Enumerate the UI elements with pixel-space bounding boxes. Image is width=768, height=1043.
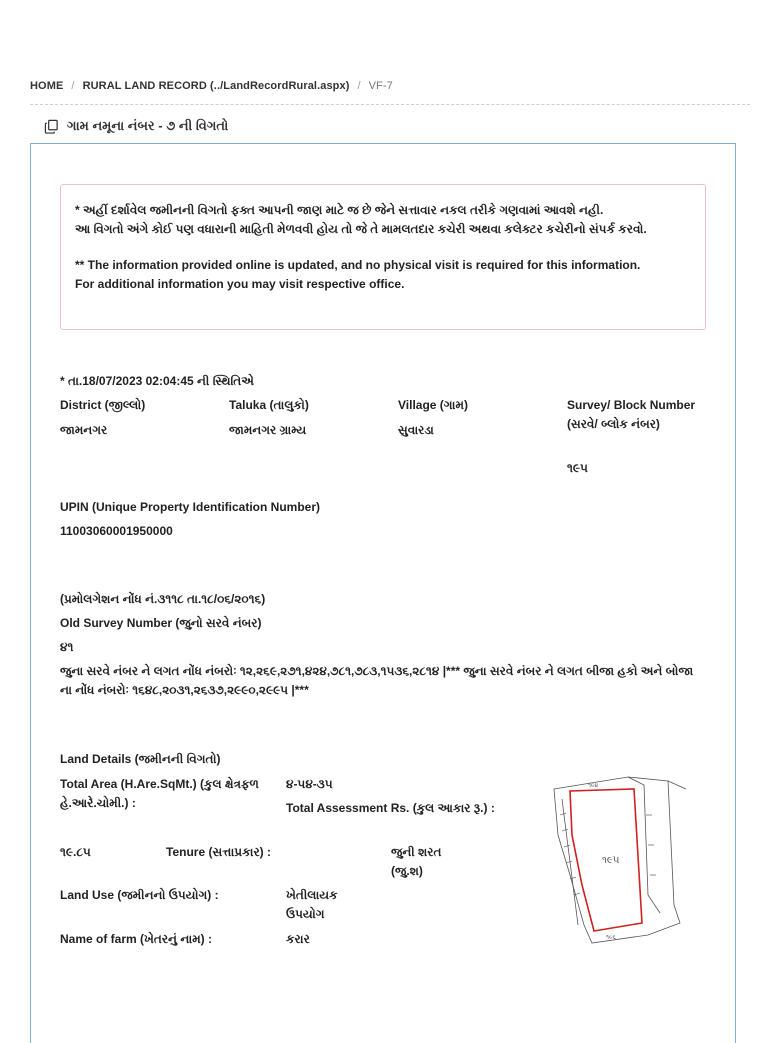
notice-box bbox=[60, 184, 706, 330]
map-plot-label: ૧૯૫ bbox=[602, 855, 620, 866]
land-use-value: ખેતીલાયક ઉપયોગ bbox=[286, 888, 338, 921]
farm-name-label: Name of farm (ખેતરનું નામ) : bbox=[60, 932, 212, 946]
survey-number-value: ૧૯૫ bbox=[567, 461, 588, 475]
total-assessment-value: ૧૯.૮૫ bbox=[60, 845, 91, 859]
tenure-value: જુની શરત (જુ.શ) bbox=[391, 845, 442, 878]
survey-number-label: Survey/ Block Number (સરવે/ બ્લોક નંબર) bbox=[567, 398, 696, 431]
upin-value: 11003060001950000 bbox=[60, 524, 173, 538]
total-area-label: Total Area (H.Are.SqMt.) (કુલ ક્ષેત્રફળ હે.આરે.ચોમી.) : bbox=[60, 777, 259, 810]
breadcrumb-rural-land-record[interactable]: RURAL LAND RECORD (../LandRecordRural.aspx) bbox=[82, 80, 350, 92]
taluka-label: Taluka (તાલુકો) bbox=[229, 398, 309, 412]
map-top-label: ૧૯૪ bbox=[588, 782, 599, 789]
farm-name-value: કરાર bbox=[286, 932, 310, 946]
promulgation-note: (પ્રમોલગેશન નોંધ નં.૩૧૧૮ તા.૧૮/૦૬/૨૦૧૬) bbox=[60, 592, 266, 606]
breadcrumb-separator: / bbox=[357, 80, 361, 92]
village-value: સુવારડા bbox=[398, 423, 434, 437]
old-survey-label: Old Survey Number (જુનો સરવે નંબર) bbox=[60, 616, 262, 630]
breadcrumb-home[interactable]: HOME bbox=[30, 80, 64, 92]
old-survey-notes: જુના સરવે નંબર ને લગત નોંધ નંબરોઃ ૧૨,૨૬૯,૨૭૧,૪૨૪,૭૮૧,૭૮૩,૧૫૩૬,૨૮૧૪ |*** જુના સરવે નંબર ને લગત બીજા હકો અને બોજા ના નોંધ નંબરોઃ ૧૬૪૮,૨૦૩૧,૨૬૩૭,૨૯૯૦,૨૯૯૫ |*** bbox=[60, 664, 694, 697]
page-title-text: ગામ નમૂના નંબર - ૭ ની વિગતો bbox=[67, 118, 229, 133]
total-area-value: ૪-૫૪-૩૫ bbox=[286, 777, 333, 791]
map-bottom-label: ૧૯૬ bbox=[606, 934, 616, 941]
divider bbox=[30, 104, 750, 105]
copy-icon bbox=[44, 119, 59, 134]
total-assessment-label: Total Assessment Rs. (કુલ આકાર રૂ.) : bbox=[286, 801, 495, 815]
upin-label: UPIN (Unique Property Identification Number) bbox=[60, 500, 321, 514]
notice-en-line1: ** The information provided online is updated, and no physical visit is required for this information. bbox=[75, 258, 641, 272]
breadcrumb-separator: / bbox=[71, 80, 75, 92]
land-use-label: Land Use (જમીનનો ઉપયોગ) : bbox=[60, 888, 219, 902]
taluka-value: જામનગર ગ્રામ્ય bbox=[229, 423, 307, 437]
breadcrumb-current: VF-7 bbox=[368, 80, 393, 92]
land-details-heading: Land Details (જમીનની વિગતો) bbox=[60, 752, 221, 766]
village-label: Village (ગામ) bbox=[398, 398, 468, 412]
survey-map-sketch bbox=[548, 775, 688, 945]
page-title bbox=[44, 118, 228, 134]
district-label: District (જીલ્લો) bbox=[60, 398, 146, 412]
notice-en-line2: For additional information you may visit respective office. bbox=[75, 277, 405, 291]
status-timestamp: * તા.18/07/2023 02:04:45 ની સ્થિતિએ bbox=[60, 374, 254, 388]
old-survey-value: ૪૧ bbox=[60, 640, 74, 654]
breadcrumb bbox=[30, 80, 393, 92]
notice-gu-line1: * અહીં દર્શાવેલ જમીનની વિગતો ફક્ત આપની જાણ માટે જ છે જેને સત્તાવાર નકલ તરીકે ગણવામાં આવશે નહી. bbox=[75, 203, 604, 217]
tenure-label: Tenure (સત્તાપ્રકાર) : bbox=[166, 845, 272, 859]
notice-gu-line2: આ વિગતો અંગે કોઈ પણ વધારાની માહિતી મેળવવી હોય તો જે તે મામલતદાર કચેરી અથવા કલેક્ટર કચેરીનો સંપર્ક કરવો. bbox=[75, 222, 647, 236]
district-value: જામનગર bbox=[60, 423, 108, 437]
